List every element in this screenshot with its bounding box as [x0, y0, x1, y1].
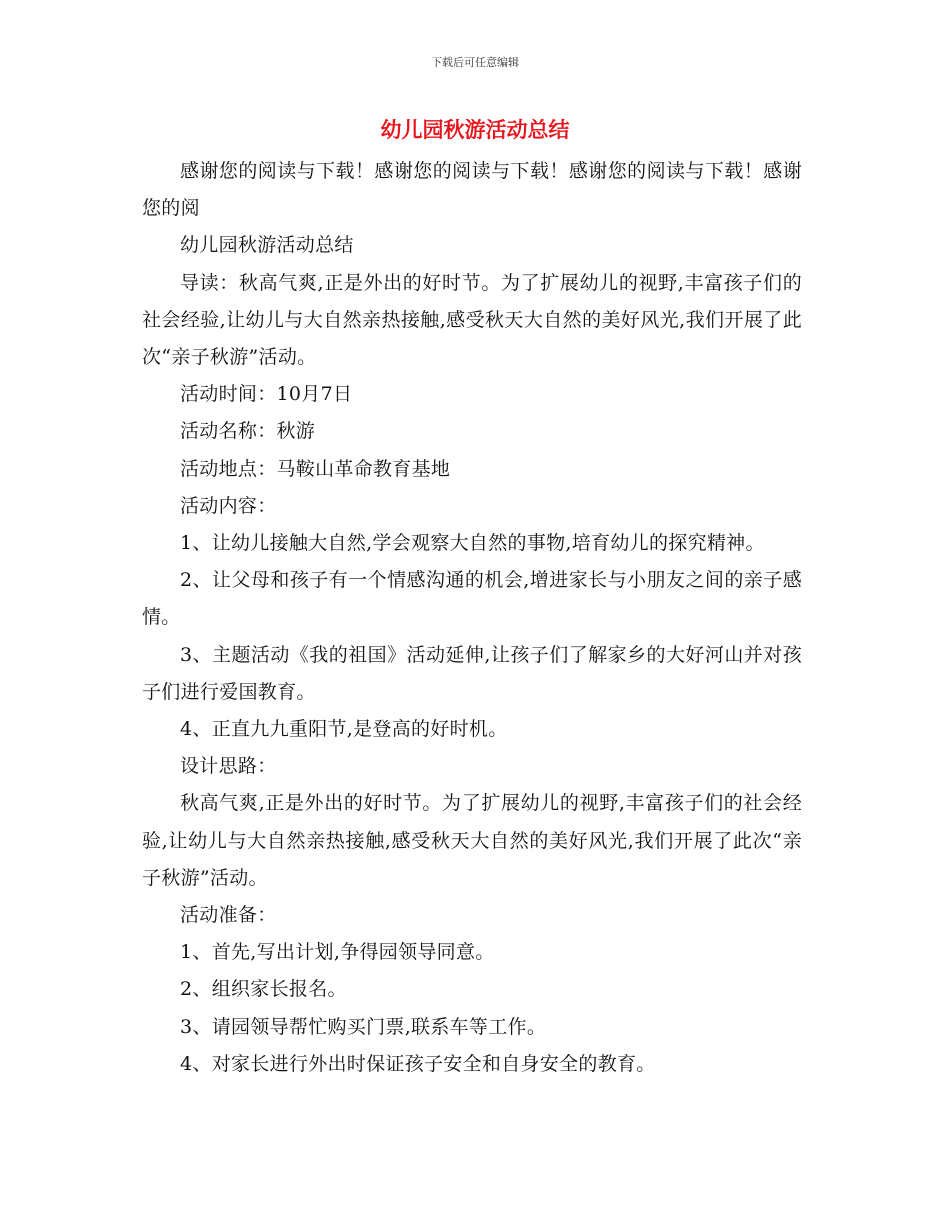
- paragraph-activity-name: 活动名称：秋游: [180, 420, 316, 443]
- paragraph-activity-location: 活动地点：马鞍山革命教育基地: [180, 457, 451, 480]
- document-body: [142, 153, 802, 1083]
- document-title: 幼儿园秋游活动总结: [380, 118, 570, 142]
- paragraph-design-text: 秋高气爽,正是外出的好时节。为了扩展幼儿的视野,丰富孩子们的社会经验,让幼儿与大自然亲热接触,感受秋天大自然的美好风光,我们开展了此次“亲子秋游”活动。: [142, 792, 802, 889]
- paragraph-preparation-item-2: 2、组织家长报名。: [180, 978, 347, 1001]
- paragraph-content-item-4: 4、正直九九重阳节,是登高的好时机。: [180, 718, 508, 741]
- paragraph-thanks: 感谢您的阅读与下载！感谢您的阅读与下载！感谢您的阅读与下载！感谢您的阅: [142, 160, 802, 220]
- paragraph-content-item-1: 1、让幼儿接触大自然,学会观察大自然的事物,培育幼儿的探究精神。: [180, 532, 765, 555]
- paragraph-intro: 导读：秋高气爽,正是外出的好时节。为了扩展幼儿的视野,丰富孩子们的社会经验,让幼儿与大自然亲热接触,感受秋天大自然的美好风光,我们开展了此次“亲子秋游”活动。: [142, 271, 802, 369]
- paragraph-activity-content-heading: 活动内容：: [180, 494, 277, 517]
- paragraph-preparation-item-4: 4、对家长进行外出时保证孩子安全和自身安全的教育。: [180, 1052, 656, 1075]
- paragraph-preparation-heading: 活动准备：: [180, 904, 277, 927]
- paragraph-activity-time: 活动时间：10月7日: [180, 383, 353, 406]
- paragraph-content-item-3: 3、主题活动《我的祖国》活动延伸,让孩子们了解家乡的大好河山并对孩子们进行爱国教育。: [142, 643, 802, 703]
- paragraph-design-heading: 设计思路：: [180, 755, 277, 778]
- paragraph-preparation-item-1: 1、首先,写出计划,争得园领导同意。: [180, 941, 495, 964]
- header-note: 下载后可任意编辑: [431, 56, 519, 69]
- paragraph-subtitle: 幼儿园秋游活动总结: [180, 234, 354, 257]
- paragraph-preparation-item-3: 3、请园领导帮忙购买门票,联系车等工作。: [180, 1015, 547, 1038]
- paragraph-content-item-2: 2、让父母和孩子有一个情感沟通的机会,增进家长与小朋友之间的亲子感情。: [142, 569, 802, 629]
